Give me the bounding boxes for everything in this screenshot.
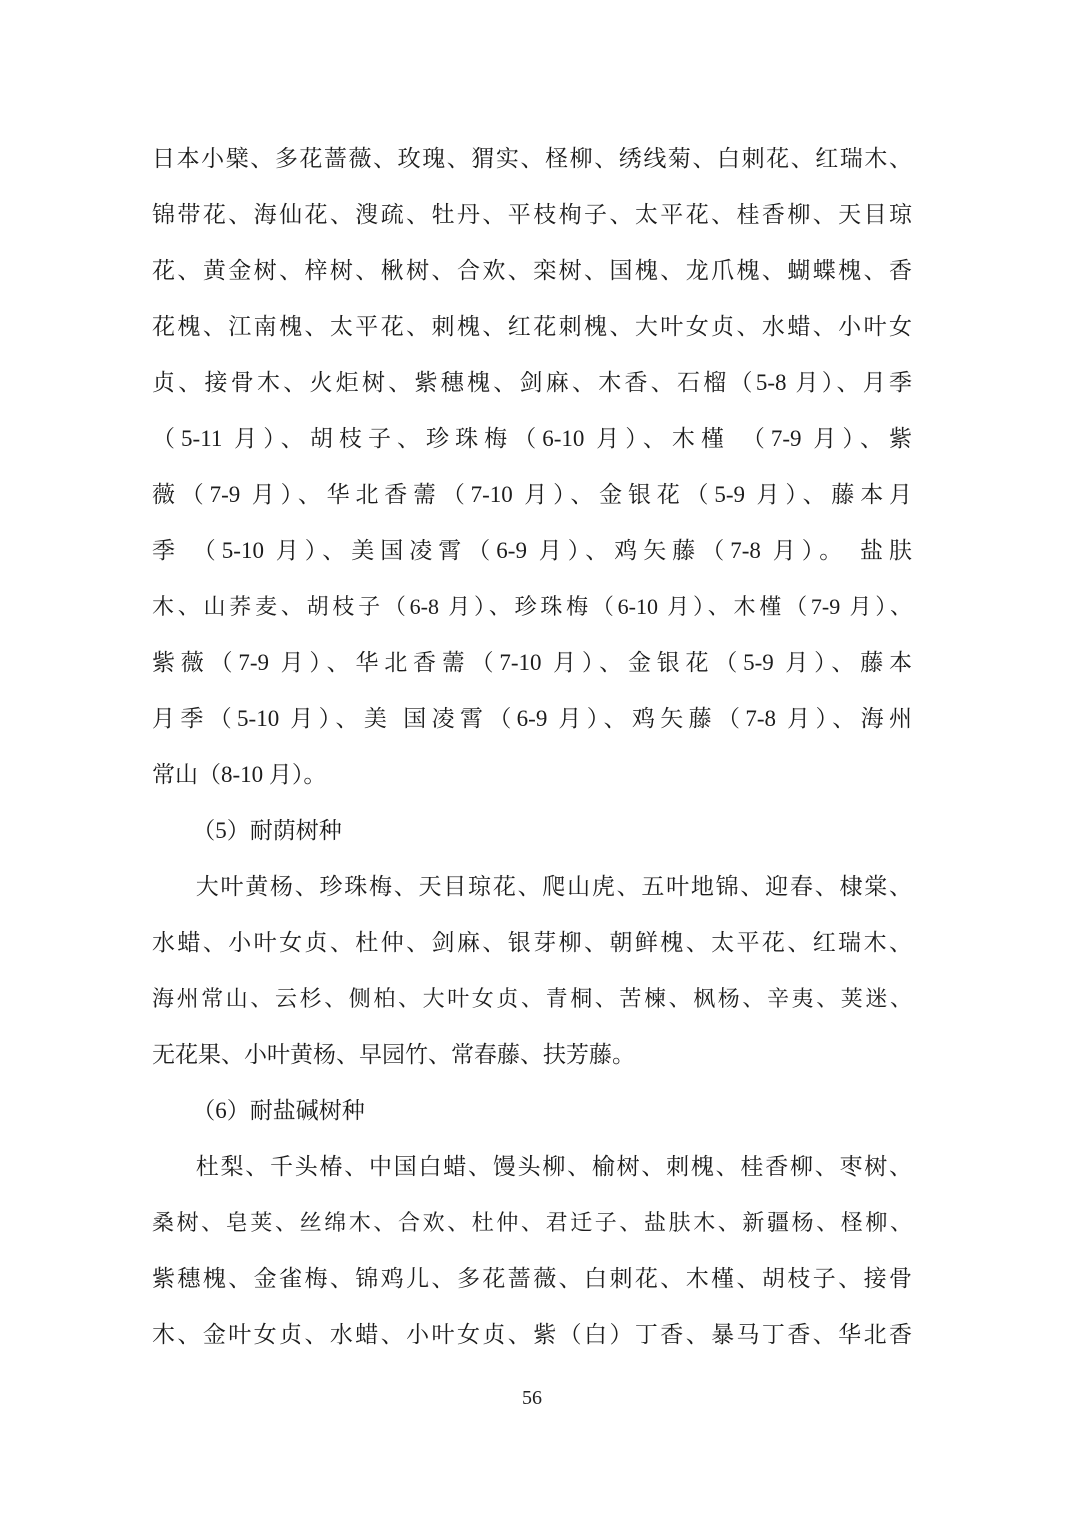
text-line-6: （5-11 月）、胡枝子、珍珠梅（6-10 月）、木槿 （7-9 月）、紫 — [152, 426, 912, 451]
section-heading-salt-alkali-tolerant: （6）耐盐碱树种 — [192, 1098, 365, 1123]
text-line-19: 杜梨、千头椿、中国白蜡、馒头柳、榆树、刺槐、桂香柳、枣树、 — [195, 1154, 912, 1179]
text-line-5: 贞、接骨木、火炬树、紫穗槐、剑麻、木香、石榴（5-8 月）、月季 — [152, 370, 912, 395]
text-line-7: 薇（7-9 月）、华北香薷（7-10 月）、金银花（5-9 月）、藤本月 — [152, 482, 912, 507]
document-body — [152, 131, 912, 1363]
text-line-4: 花槐、江南槐、太平花、刺槐、红花刺槐、大叶女贞、水蜡、小叶女 — [152, 314, 912, 339]
text-line-9: 木、山荞麦、胡枝子（6-8 月）、珍珠梅（6-10 月）、木槿（7-9 月）、 — [152, 594, 912, 619]
text-line-21: 紫穗槐、金雀梅、锦鸡儿、多花蔷薇、白刺花、木槿、胡枝子、接骨 — [152, 1266, 912, 1291]
text-line-16: 海州常山、云杉、侧柏、大叶女贞、青桐、苦楝、枫杨、辛夷、荚迷、 — [152, 986, 912, 1011]
text-line-10: 紫薇（7-9 月）、华北香薷（7-10 月）、金银花（5-9 月）、藤本 — [152, 650, 912, 675]
text-line-8: 季 （5-10 月）、美国凌霄（6-9 月）、鸡矢藤（7-8 月）。 盐肤 — [152, 538, 912, 563]
section-heading-shade-tolerant: （5）耐荫树种 — [192, 818, 342, 843]
text-line-1: 日本小檗、多花蔷薇、玫瑰、猬实、柽柳、绣线菊、白刺花、红瑞木、 — [152, 146, 912, 171]
text-line-3: 花、黄金树、梓树、楸树、合欢、栾树、国槐、龙爪槐、蝴蝶槐、香 — [152, 258, 912, 283]
text-line-15: 水蜡、小叶女贞、杜仲、剑麻、银芽柳、朝鲜槐、太平花、红瑞木、 — [152, 930, 912, 955]
text-line-22: 木、金叶女贞、水蜡、小叶女贞、紫（白）丁香、暴马丁香、华北香 — [152, 1322, 912, 1347]
text-line-12: 常山（8-10 月）。 — [152, 762, 327, 787]
page-number: 56 — [522, 1387, 542, 1409]
text-line-17: 无花果、小叶黄杨、早园竹、常春藤、扶芳藤。 — [152, 1042, 635, 1067]
text-line-14: 大叶黄杨、珍珠梅、天目琼花、爬山虎、五叶地锦、迎春、棣棠、 — [195, 874, 912, 899]
text-line-11: 月季（5-10 月）、美 国凌霄（6-9 月）、鸡矢藤（7-8 月）、海州 — [152, 706, 912, 731]
text-line-20: 桑树、皂荚、丝绵木、合欢、杜仲、君迁子、盐肤木、新疆杨、柽柳、 — [152, 1210, 912, 1235]
text-line-2: 锦带花、海仙花、溲疏、牡丹、平枝栒子、太平花、桂香柳、天目琼 — [152, 202, 912, 227]
